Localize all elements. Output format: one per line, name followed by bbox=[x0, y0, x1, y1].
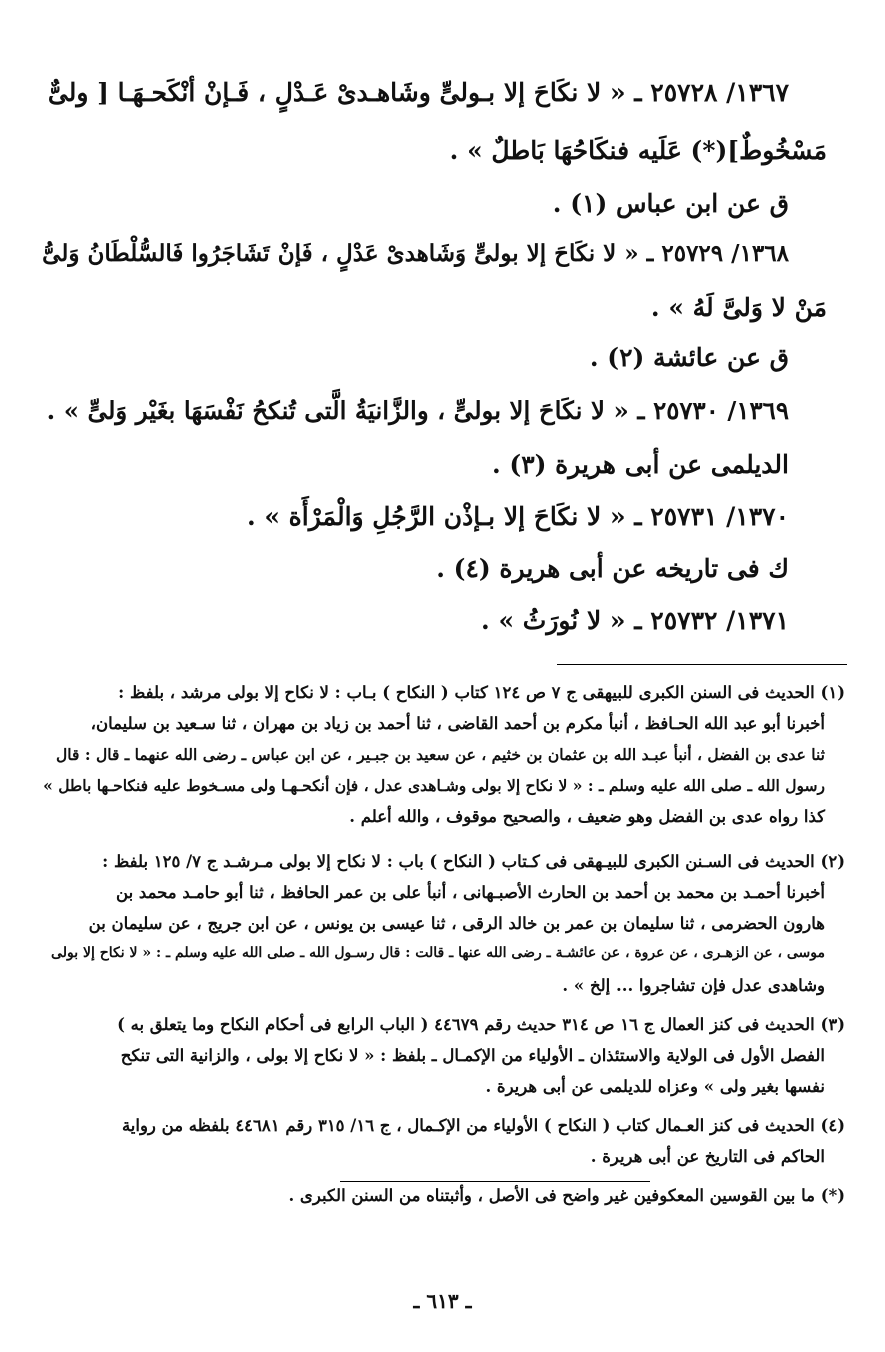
footnote-2-line-4: موسى ، عن الزهـرى ، عن عروة ، عن عائشـة ـ رضى الله عنها ـ قالت : قال رسـول الله ـ صلى الله عليه وسلم ـ : « لا نكاح إلا بولى bbox=[51, 945, 825, 961]
hadith-1368-line-2: مَنْ لا وَلىَّ لَهُ » . bbox=[650, 293, 827, 322]
hadith-1369-source: الديلمى عن أبى هريرة (٣) . bbox=[491, 450, 789, 479]
footnote-1-line-2: أخبرنا أبو عبد الله الحـافظ ، أنبأ مكرم بن أحمد القاضى ، ثنا أحمد بن زياد بن مهران ، ثنا سـعيد بن سليمان، bbox=[90, 714, 825, 733]
hadith-1368-line-1: ١٣٦٨/ ٢٥٧٢٩ ـ « لا نكَاحَ إلا بولىٍّ وَشَاهدىْ عَدْلٍ ، فَإنْ تَشَاجَرُوا فَالسُّلْطَانُ وَلىُّ bbox=[42, 240, 789, 267]
editor-note-separator bbox=[340, 1181, 650, 1182]
footnote-4-line-2: الحاكم فى التاريخ عن أبى هريرة . bbox=[590, 1147, 825, 1166]
footnote-1-line-5: كذا رواه عدى بن الفضل وهو ضعيف ، والصحيح موقوف ، والله أعلم . bbox=[349, 807, 825, 826]
page-number: ـ ٦١٣ ـ bbox=[413, 1289, 472, 1313]
footnote-1-line-4: رسول الله ـ صلى الله عليه وسلم ـ : « لا نكاح إلا بولى وشـاهدى عدل ، فإن أنكحـهـا ولى مسـخوط عليه فنكاحـها باطل » bbox=[43, 776, 825, 795]
hadith-1367-line-1: ١٣٦٧/ ٢٥٧٢٨ ـ « لا نكَاحَ إلا بـولىٍّ وشَاهـدىْ عَـدْلٍ ، فَـإنْ أنْكَحـهَـا [ ولىٌّ bbox=[47, 78, 789, 107]
footnote-2-line-1: (٢) الحديث فى السـنن الكبرى للبيـهقى فى كـتاب ( النكاح ) باب : لا نكاح إلا بولى مـرشـد ج ٧/ ١٢٥ بلفظ : bbox=[102, 852, 845, 871]
hadith-1367-line-2: مَسْخُوطٌ](*) عَلَيه فنكَاحُهَا بَاطلٌ » . bbox=[449, 136, 827, 165]
hadith-1371: ١٣٧١/ ٢٥٧٣٢ ـ « لا نُورَثُ » . bbox=[481, 606, 789, 635]
editor-note: (*) ما بين القوسين المعكوفين غير واضح فى الأصل ، وأثبتناه من السنن الكبرى . bbox=[288, 1186, 845, 1205]
hadith-1370-source: ك فى تاريخه عن أبى هريرة (٤) . bbox=[436, 554, 789, 583]
footnote-3-line-1: (٣) الحديث فى كنز العمال ج ١٦ ص ٣١٤ حديث رقم ٤٤٦٧٩ ( الباب الرابع فى أحكام النكاح وما يتعلق به ) bbox=[117, 1015, 845, 1034]
footnote-2-line-5: وشاهدى عدل فإن تشاجروا ... إلخ » . bbox=[562, 976, 825, 995]
hadith-1368-source: ق عن عائشة (٢) . bbox=[589, 343, 789, 372]
footnote-3-line-2: الفصل الأول فى الولاية والاستئذان ـ الأولياء من الإكمـال ـ بلفظ : « لا نكاح إلا بولى ، والزانية التى تنكح bbox=[120, 1046, 825, 1065]
hadith-1370: ١٣٧٠/ ٢٥٧٣١ ـ « لا نكَاحَ إلا بـإذْن الرَّجُلِ وَالْمَرْأَة » . bbox=[246, 502, 789, 531]
footnote-2-line-3: هارون الحضرمى ، ثنا سليمان بن عمر بن خالد الرقى ، ثنا عيسى بن يونس ، عن ابن جريج ، عن سليمان بن bbox=[88, 914, 825, 933]
hadith-1367-source: ق عن ابن عباس (١) . bbox=[552, 189, 789, 218]
footnote-4-line-1: (٤) الحديث فى كنز العـمال كتاب ( النكاح ) الأولياء من الإكـمال ، ج ١٦/ ٣١٥ رقم ٤٤٦٨١ بلفظه من رواية bbox=[121, 1116, 845, 1135]
hadith-1369: ١٣٦٩/ ٢٥٧٣٠ ـ « لا نكَاحَ إلا بولىٍّ ، والزَّانيَةُ الَّتى تُنكحُ نَفْسَهَا بغَيْر وَلىٍّ » . bbox=[46, 396, 789, 425]
footnote-1-line-1: (١) الحديث فى السنن الكبرى للبيهقى ج ٧ ص ١٢٤ كتاب ( النكاح ) بـاب : لا نكاح إلا بولى مرشد ، بلفظ : bbox=[118, 683, 845, 702]
footnote-3-line-3: نفسها بغير ولى » وعزاه للديلمى عن أبى هريرة . bbox=[485, 1077, 825, 1096]
footnote-1-line-3: ثنا عدى بن الفضل ، أنبأ عبـد الله بن عثمان بن خثيم ، عن سعيد بن جبـير ، عن ابن عباس ـ رضى الله عنهما ـ قال : قال bbox=[56, 745, 825, 764]
footnote-separator bbox=[557, 664, 847, 665]
footnote-2-line-2: أخبرنا أحمـد بن محمد بن أحمد بن الحارث الأصبـهانى ، أنبأ على بن عمر الحافظ ، ثنا أبو حامـد محمد بن bbox=[116, 883, 825, 902]
